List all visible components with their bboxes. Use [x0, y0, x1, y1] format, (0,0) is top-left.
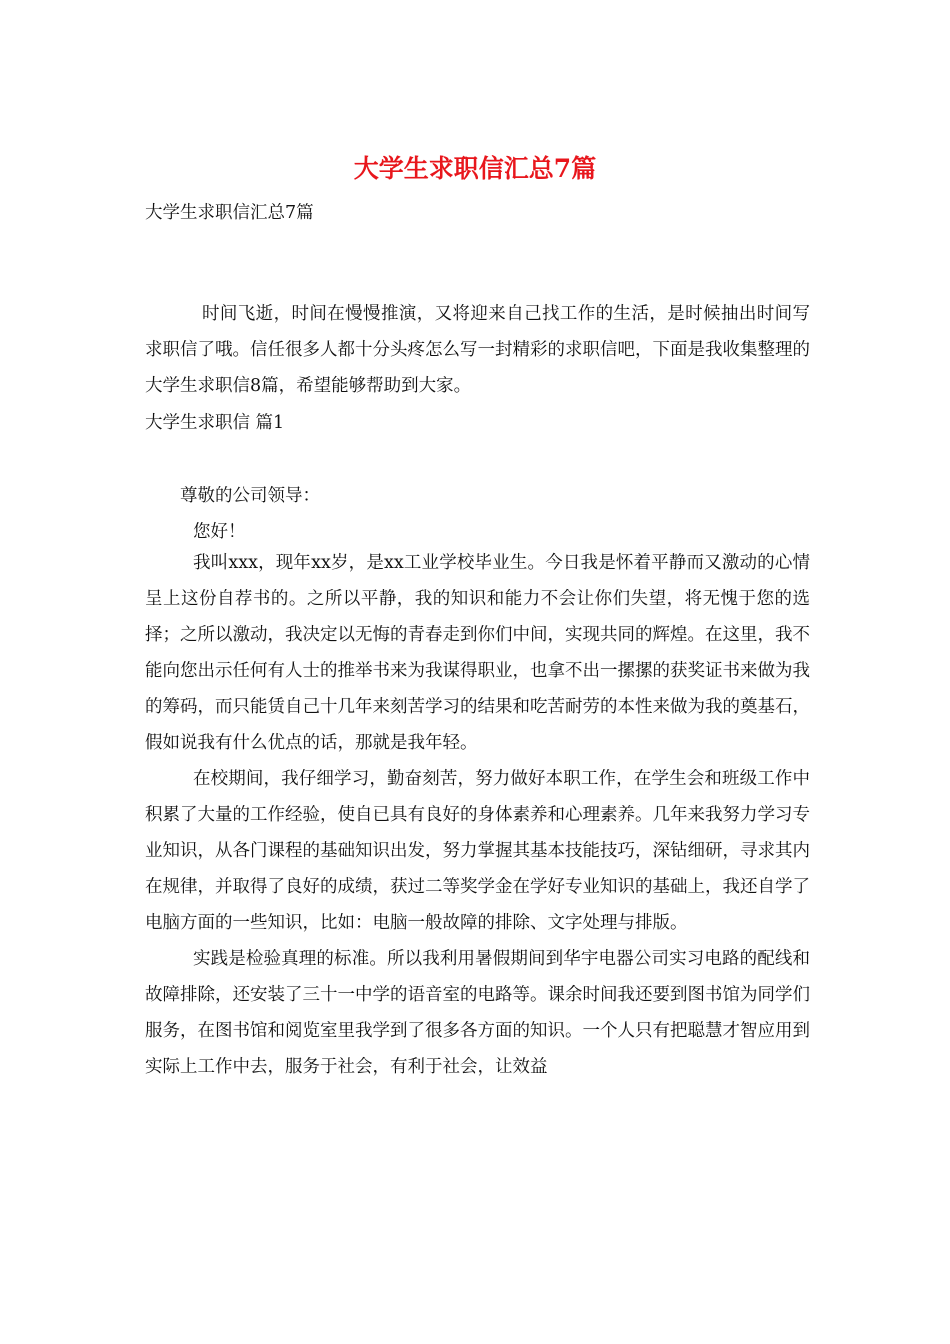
salutation: 尊敬的公司领导： — [180, 486, 320, 506]
body-paragraph-1: 我叫xxx，现年xx岁，是xx工业学校毕业生。今日我是怀着平静而又激动的心情呈上这份自荐书的。之所以平静，我的知识和能力不会让你们失望，将无愧于您的选择；之所以激动，我决定以无悔的青春走到你们中间，实现共同的辉煌。在这里，我不能向您出示任何有人士的推举书来为我谋得职业，也拿不出一摞摞的获奖证书来做为我的筹码，而只能赁自己十几年来刻苦学习的结果和吃苦耐劳的本性来做为我的奠基石，假如说我有什么优点的话，那就是我年轻。 — [145, 553, 810, 753]
body-paragraph-3: 实践是检验真理的标准。所以我利用暑假期间到华宇电器公司实习电路的配线和故障排除，还安装了三十一中学的语音室的电路等。课余时间我还要到图书馆为同学们服务，在图书馆和阅览室里我学到了很多各方面的知识。一个人只有把聪慧才智应用到实际上工作中去，服务于社会，有利于社会，让效益 — [145, 949, 810, 1077]
intro-paragraph: 时间飞逝，时间在慢慢推演，又将迎来自己找工作的生活，是时候抽出时间写求职信了哦。信任很多人都十分头疼怎么写一封精彩的求职信吧，下面是我收集整理的大学生求职信8篇，希望能够帮助到大家。 — [145, 304, 810, 396]
letter-body — [145, 545, 810, 1085]
body-paragraph-2: 在校期间，我仔细学习，勤奋刻苦，努力做好本职工作，在学生会和班级工作中积累了大量的工作经验，使自已具有良好的身体素养和心理素养。几年来我努力学习专业知识，从各门课程的基础知识出发，努力掌握其基本技能技巧，深钻细研，寻求其内在规律，并取得了良好的成绩，获过二等奖学金在学好专业知识的基础上，我还自学了电脑方面的一些知识，比如：电脑一般故障的排除、文字处理与排版。 — [145, 769, 810, 933]
intro-paragraph-block — [145, 296, 810, 404]
document-title: 大学生求职信汇总7篇 — [353, 154, 597, 183]
greeting: 您好！ — [193, 522, 246, 542]
section-heading: 大学生求职信 篇1 — [145, 413, 285, 433]
document-subtitle: 大学生求职信汇总7篇 — [145, 203, 314, 223]
